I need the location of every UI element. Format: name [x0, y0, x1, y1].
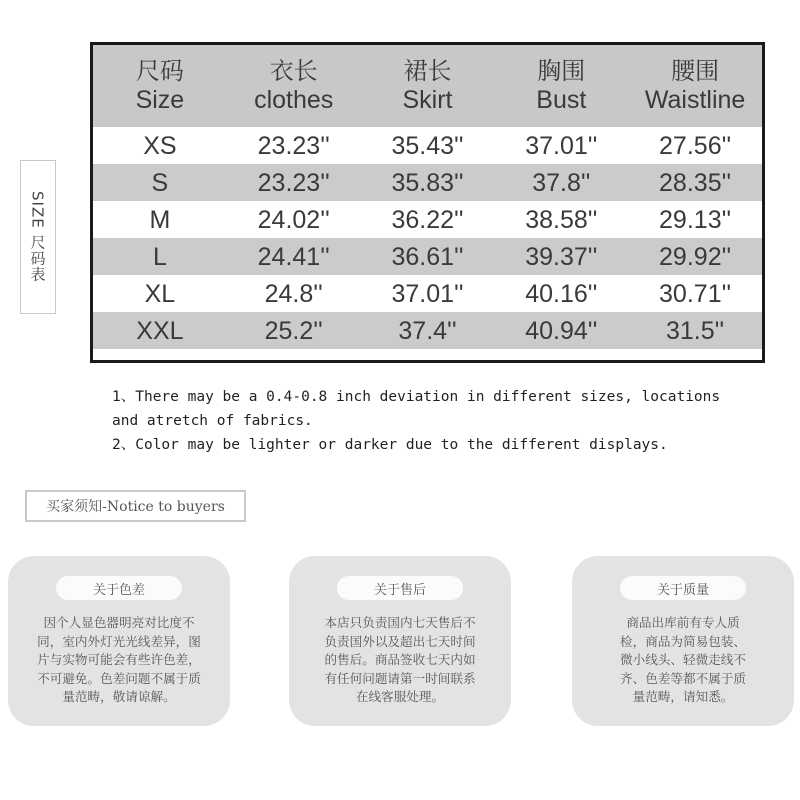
- cell-size: S: [151, 168, 169, 197]
- table-row: [93, 312, 762, 349]
- cell-skirt: 37.4'': [398, 316, 457, 345]
- cell-bust: 40.16'': [525, 279, 598, 308]
- cell-bust: 37.8'': [532, 168, 591, 197]
- cell-skirt: 35.83'': [391, 168, 464, 197]
- note-line-1: 1、There may be a 0.4-0.8 inch deviation in different sizes, locations: [112, 389, 721, 405]
- table-header-row: [93, 45, 762, 127]
- cell-waistline: 30.71'': [659, 279, 732, 308]
- cell-clothes: 24.41'': [257, 242, 330, 271]
- card-body: 商品出库前有专人质 检，商品为简易包装、 微小线头、轻微走线不 齐、色差等都不属于质 量范畴，请知悉。: [620, 615, 746, 704]
- header-skirt-length: 裙长 Skirt: [402, 56, 453, 115]
- cell-waistline: 31.5'': [665, 316, 725, 345]
- cell-size: XXL: [136, 316, 184, 345]
- cell-skirt: 36.22'': [391, 205, 464, 234]
- cell-waistline: 27.56'': [659, 131, 732, 160]
- cell-bust: 37.01'': [525, 131, 598, 160]
- cell-skirt: 37.01'': [391, 279, 464, 308]
- cell-clothes: 23.23'': [257, 168, 330, 197]
- header-bust: 胸围 Bust: [536, 56, 587, 115]
- cell-clothes: 24.8'': [264, 279, 323, 308]
- cell-clothes: 25.2'': [264, 316, 323, 345]
- card-body: 本店只负责国内七天售后不 负责国外以及超出七天时间 的售后。商品签收七天内如 有任何问题请第一时间联系 在线客服处理。: [324, 615, 476, 704]
- card-title: 关于质量: [620, 576, 746, 600]
- cell-clothes: 24.02'': [257, 205, 330, 234]
- note-line-2: and atretch of fabrics.: [112, 413, 313, 429]
- card-body: 因个人显色器明亮对比度不 同，室内外灯光光线差异，图 片与实物可能会有些许色差， 不可避免。色差问题不属于质 量范畴，敬请谅解。: [37, 615, 201, 704]
- header-waistline: 腰围 Waistline: [644, 56, 746, 115]
- cell-size: L: [152, 242, 167, 271]
- size-chart-side-label: [20, 160, 56, 314]
- header-clothes-length: 衣长 clothes: [254, 56, 334, 115]
- cell-waistline: 29.13'': [659, 205, 732, 234]
- cell-bust: 40.94'': [525, 316, 598, 345]
- card-title: 关于售后: [337, 576, 463, 600]
- table-row: [93, 275, 762, 312]
- cell-waistline: 28.35'': [659, 168, 732, 197]
- cell-clothes: 23.23'': [257, 131, 330, 160]
- cell-size: M: [149, 205, 171, 234]
- card-title: 关于色差: [56, 576, 182, 600]
- cell-bust: 39.37'': [525, 242, 598, 271]
- table-row: [93, 238, 762, 275]
- side-label-text: SIZE 尺码表: [28, 191, 47, 283]
- size-chart-table: [90, 42, 765, 363]
- table-row: [93, 164, 762, 201]
- table-row: [93, 127, 762, 164]
- color-difference-card: [8, 556, 230, 726]
- cell-size: XS: [143, 131, 177, 160]
- cell-skirt: 35.43'': [391, 131, 464, 160]
- header-size: 尺码 Size: [135, 56, 185, 115]
- table-row: [93, 201, 762, 238]
- notice-to-buyers-heading: 买家须知-Notice to buyers: [25, 490, 246, 522]
- cell-bust: 38.58'': [525, 205, 598, 234]
- note-line-3: 2、Color may be lighter or darker due to the different displays.: [112, 437, 668, 453]
- cell-waistline: 29.92'': [659, 242, 732, 271]
- cell-size: XL: [144, 279, 176, 308]
- quality-card: [572, 556, 794, 726]
- cell-skirt: 36.61'': [391, 242, 464, 271]
- after-sales-card: [289, 556, 511, 726]
- size-notes: [112, 385, 772, 457]
